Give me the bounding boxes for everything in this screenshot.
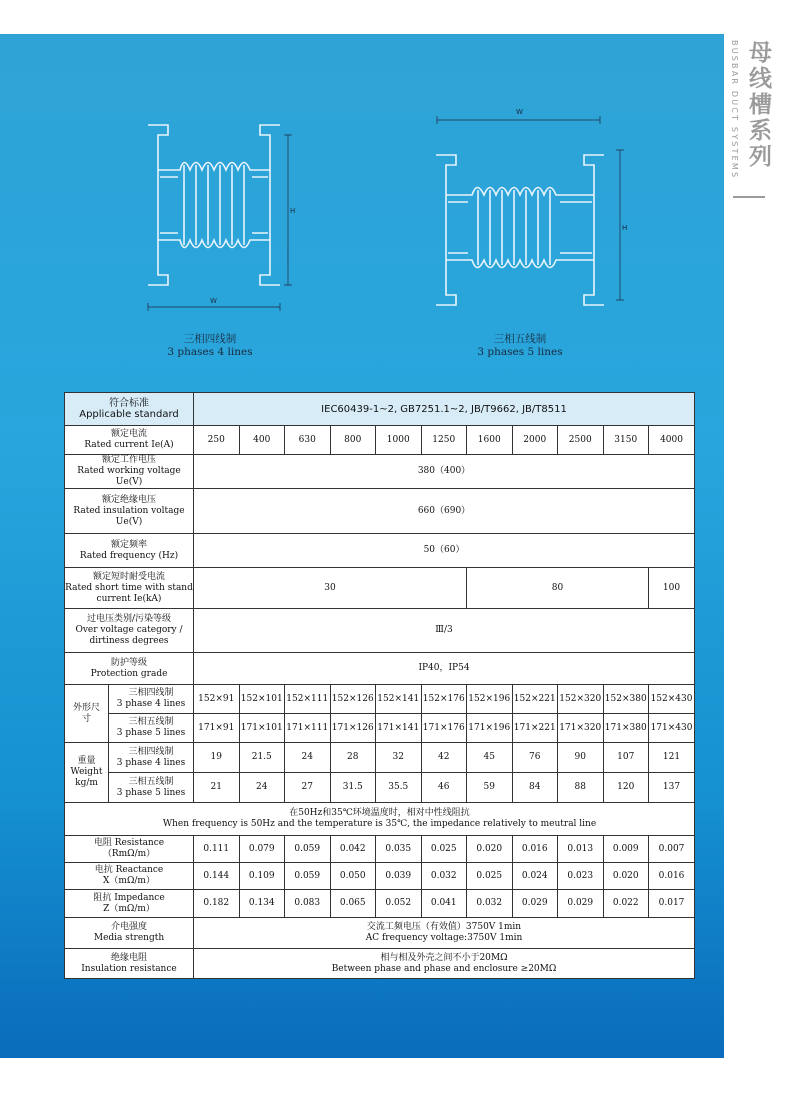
table-row [65,918,695,949]
table-cell: 152×176 [421,685,467,714]
table-cell: 0.029 [558,890,604,918]
table-cell: 0.025 [421,836,467,863]
table-cell: 171×221 [512,714,558,743]
diagram-5-caption [470,333,570,359]
table-cell: 152×196 [467,685,513,714]
table-row [65,685,695,714]
table-cell: 0.023 [558,863,604,890]
table-cell: 0.182 [194,890,240,918]
table-cell: 171×176 [421,714,467,743]
table-cell: 0.020 [467,836,513,863]
table-cell: 0.016 [512,836,558,863]
table-row [65,489,695,534]
table-cell: 121 [649,743,695,773]
table-cell: 152×380 [603,685,649,714]
side-title-cn: 母线槽系列 [745,40,771,170]
table-row [65,773,695,803]
table-cell: 0.050 [330,863,376,890]
table-row [65,949,695,979]
impedance-label: 阻抗 Impedance Z（mΩ/m） [65,890,194,918]
table-cell: 171×101 [239,714,285,743]
resistance-label: 电阻 Resistance （RmΩ/m） [65,836,194,863]
height-label: H [290,207,296,215]
media-strength-value: 交流工频电压（有效值）3750V 1min AC frequency voltage:3750V 1min [194,918,695,949]
weight-5-label: 三相五线制 3 phase 5 lines [109,773,194,803]
table-cell: 31.5 [330,773,376,803]
table-cell: 21 [194,773,240,803]
working-voltage-value: 380（400） [194,455,695,489]
impedance-note: 在50Hz和35℃环境温度时，相对中性线阻抗 When frequency is 50Hz and the temperature is 35℃, the impedance relatively to meutral line [65,803,695,836]
table-cell: 3150 [603,426,649,455]
frequency-label: 额定频率 Rated frequency (Hz) [65,534,194,568]
table-cell: 171×196 [467,714,513,743]
table-cell: 0.134 [239,890,285,918]
table-cell: 0.009 [603,836,649,863]
media-strength-label: 介电强度 Media strength [65,918,194,949]
table-cell: 171×91 [194,714,240,743]
table-cell: 171×111 [285,714,331,743]
table-cell: 21.5 [239,743,285,773]
table-cell: 0.039 [376,863,422,890]
table-cell: 152×320 [558,685,604,714]
table-cell: 0.029 [512,890,558,918]
table-row [65,714,695,743]
table-cell: 171×380 [603,714,649,743]
table-cell: 2000 [512,426,558,455]
table-cell: 107 [603,743,649,773]
table-cell: 0.007 [649,836,695,863]
weight-4-label: 三相四线制 3 phase 4 lines [109,743,194,773]
protection-value: IP40，IP54 [194,653,695,685]
table-row [65,653,695,685]
protection-label: 防护等级 Protection grade [65,653,194,685]
table-cell: 0.144 [194,863,240,890]
table-cell: 32 [376,743,422,773]
table-cell: 90 [558,743,604,773]
table-row [65,863,695,890]
table-cell: 0.059 [285,836,331,863]
table-cell: 1250 [421,426,467,455]
table-row [65,534,695,568]
table-cell: 35.5 [376,773,422,803]
table-cell: 84 [512,773,558,803]
table-cell: 137 [649,773,695,803]
table-cell: 0.035 [376,836,422,863]
insulation-voltage-label: 额定绝缘电压 Rated insulation voltage Ue(V) [65,489,194,534]
table-cell: 0.032 [421,863,467,890]
table-cell: 0.013 [558,836,604,863]
short-time-value-1: 30 [194,568,467,609]
table-cell: 88 [558,773,604,803]
table-cell: 0.017 [649,890,695,918]
table-cell: 45 [467,743,513,773]
table-cell: 0.059 [285,863,331,890]
table-cell: 171×430 [649,714,695,743]
insulation-voltage-value: 660（690） [194,489,695,534]
frequency-value: 50（60） [194,534,695,568]
working-voltage-label: 额定工作电压 Rated working voltage Ue(V) [65,455,194,489]
table-row [65,393,695,426]
table-cell: 0.083 [285,890,331,918]
table-cell: 0.111 [194,836,240,863]
table-cell: 152×126 [330,685,376,714]
table-cell: 1600 [467,426,513,455]
table-cell: 152×221 [512,685,558,714]
table-cell: 0.025 [467,863,513,890]
table-row [65,836,695,863]
short-time-value-3: 100 [649,568,695,609]
size-label: 外形尺寸 [65,685,109,743]
table-cell: 76 [512,743,558,773]
table-row [65,743,695,773]
side-title-en: BUSBAR DUCT SYSTEMS [730,40,739,180]
table-cell: 0.052 [376,890,422,918]
diagram-5-caption-cn: 三相五线制 [493,333,547,345]
table-row [65,568,695,609]
width-label: W [516,108,523,116]
weight-label: 重量 Weight kg/m [65,743,109,803]
insulation-resistance-label: 绝缘电阻 Insulation resistance [65,949,194,979]
table-cell: 171×141 [376,714,422,743]
standard-label: 符合标准 Applicable standard [65,393,194,426]
diagram-5-caption-en: 3 phases 5 lines [477,346,563,358]
diagram-4-caption-en: 3 phases 4 lines [167,346,253,358]
table-cell: 4000 [649,426,695,455]
table-cell: 800 [330,426,376,455]
height-label: H [622,224,628,232]
table-row [65,455,695,489]
table-cell: 24 [239,773,285,803]
table-cell: 0.065 [330,890,376,918]
reactance-label: 电抗 Reactance X（mΩ/m） [65,863,194,890]
size-4-label: 三相四线制 3 phase 4 lines [109,685,194,714]
specification-table [64,392,695,979]
table-cell: 27 [285,773,331,803]
short-time-value-2: 80 [467,568,649,609]
table-cell: 46 [421,773,467,803]
table-cell: 0.032 [467,890,513,918]
table-cell: 0.079 [239,836,285,863]
busbar-5-lines-diagram [432,100,632,315]
table-row [65,426,695,455]
table-cell: 42 [421,743,467,773]
table-cell: 120 [603,773,649,803]
table-cell: 1000 [376,426,422,455]
table-cell: 152×430 [649,685,695,714]
table-cell: 0.016 [649,863,695,890]
table-cell: 171×126 [330,714,376,743]
rated-current-label: 额定电流 Rated current Ie(A) [65,426,194,455]
table-cell: 630 [285,426,331,455]
side-divider [733,196,765,198]
size-5-label: 三相五线制 3 phase 5 lines [109,714,194,743]
table-cell: 0.024 [512,863,558,890]
table-cell: 0.041 [421,890,467,918]
table-row [65,890,695,918]
table-cell: 152×101 [239,685,285,714]
insulation-resistance-value: 相与相及外壳之间不小于20MΩ Between phase and phase and enclosure ≥20MΩ [194,949,695,979]
table-cell: 59 [467,773,513,803]
overvoltage-value: Ⅲ/3 [194,609,695,653]
table-cell: 250 [194,426,240,455]
table-row [65,803,695,836]
table-cell: 0.042 [330,836,376,863]
table-cell: 19 [194,743,240,773]
table-cell: 2500 [558,426,604,455]
busbar-4-lines-diagram [140,115,310,315]
table-cell: 152×91 [194,685,240,714]
short-time-label: 额定短时耐受电流 Rated short time with stand current Ie(kA) [65,568,194,609]
table-cell: 24 [285,743,331,773]
table-row [65,609,695,653]
table-cell: 28 [330,743,376,773]
overvoltage-label: 过电压类别/污染等级 Over voltage category / dirtiness degrees [65,609,194,653]
standard-value: IEC60439-1~2, GB7251.1~2, JB/T9662, JB/T8511 [194,393,695,426]
table-cell: 152×141 [376,685,422,714]
table-cell: 0.109 [239,863,285,890]
table-cell: 0.020 [603,863,649,890]
table-cell: 152×111 [285,685,331,714]
table-cell: 171×320 [558,714,604,743]
width-label: W [210,297,217,305]
diagram-4-caption-cn: 三相四线制 [183,333,237,345]
table-cell: 0.022 [603,890,649,918]
table-cell: 400 [239,426,285,455]
diagram-4-caption [160,333,260,359]
